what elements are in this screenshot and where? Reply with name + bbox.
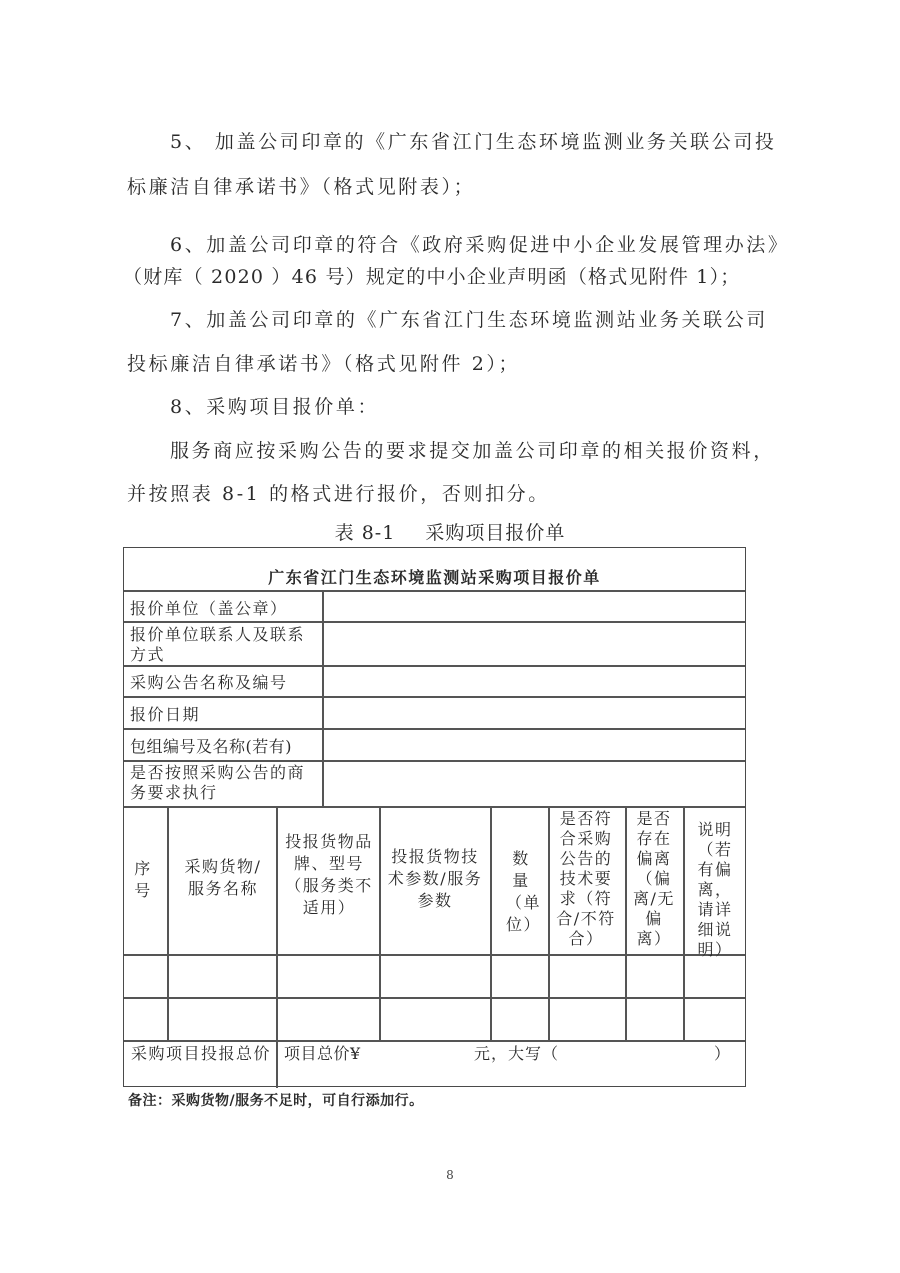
paragraph-7-line2: 投标廉洁自律承诺书》（格式见附件 2）；: [127, 353, 521, 375]
info-value-quoting-unit[interactable]: [328, 599, 738, 619]
info-label-quoting-unit: 报价单位（盖公章）: [130, 599, 288, 618]
row-2-deviation[interactable]: [628, 999, 682, 1039]
divider: [276, 806, 278, 1088]
row-1-compliance[interactable]: [550, 956, 624, 996]
paragraph-9-line1: 服务商应按采购公告的要求提交加盖公司印章的相关报价资料，: [170, 440, 775, 462]
col-header-remarks: 说明（若有偏离，请详细说明）: [697, 820, 733, 959]
total-price-close: ）: [714, 1044, 732, 1063]
col-header-brand-model: 投报货物品牌、型号（服务类不适用）: [285, 832, 373, 917]
col-header-compliance: 是否符合采购公告的技术要求（符合/不符合）: [556, 809, 616, 948]
row-2-quantity[interactable]: [492, 999, 546, 1039]
row-2-tech-params[interactable]: [382, 999, 488, 1039]
divider: [683, 806, 685, 1040]
info-label-announcement: 采购公告名称及编号: [130, 673, 288, 692]
info-value-contact[interactable]: [328, 633, 738, 653]
table-caption-title: 采购项目报价单: [425, 522, 566, 544]
table-caption-number: 表 8-1: [334, 522, 396, 544]
paragraph-5-line1: 5、 加盖公司印章的《广东省江门生态环境监测业务关联公司投: [170, 131, 777, 153]
divider: [625, 806, 627, 1040]
row-1-remarks[interactable]: [686, 956, 744, 996]
row-1-deviation[interactable]: [628, 956, 682, 996]
divider: [124, 760, 745, 762]
row-1-index[interactable]: [126, 956, 166, 996]
table-title: 广东省江门生态环境监测站采购项目报价单: [268, 568, 601, 587]
info-value-quote-date[interactable]: [328, 705, 738, 725]
quotation-table: [123, 547, 746, 1087]
total-price-label: 采购项目投报总价: [130, 1044, 271, 1063]
paragraph-8: 8、采购项目报价单：: [170, 396, 380, 418]
paragraph-5-line2: 标廉洁自律承诺书》（格式见附表）；: [127, 176, 476, 198]
info-value-announcement[interactable]: [328, 673, 738, 693]
divider: [124, 806, 745, 808]
info-label-quote-date: 报价日期: [130, 705, 201, 724]
info-label-contact: 报价单位联系人及联系方式: [130, 625, 306, 664]
paragraph-9-line2: 并按照表 8-1 的格式进行报价，否则扣分。: [127, 483, 550, 505]
col-header-deviation: 是否存在偏离（偏离/无偏离）: [633, 809, 675, 948]
divider: [124, 590, 745, 592]
info-label-business-req: 是否按照采购公告的商务要求执行: [130, 763, 306, 802]
divider: [124, 621, 745, 623]
table-note: 备注：采购货物/服务不足时，可自行添加行。: [128, 1093, 424, 1109]
row-2-item-name[interactable]: [170, 999, 275, 1039]
divider: [322, 590, 324, 806]
paragraph-6-line1: 6、加盖公司印章的符合《政府采购促进中小企业发展管理办法》: [170, 234, 790, 256]
divider: [124, 696, 745, 698]
row-2-remarks[interactable]: [686, 999, 744, 1039]
paragraph-6-line2: （财库（ 2020 ）46 号）规定的中小企业声明函（格式见附件 1）；: [123, 266, 741, 288]
info-value-package[interactable]: [328, 737, 738, 757]
divider: [167, 806, 169, 1040]
divider: [124, 665, 745, 667]
col-header-index: 序号: [134, 859, 152, 900]
divider: [124, 1040, 745, 1042]
row-1-item-name[interactable]: [170, 956, 275, 996]
divider: [124, 728, 745, 730]
col-header-item-name: 采购货物/服务名称: [184, 857, 262, 898]
total-price-in-words-input[interactable]: [564, 1044, 704, 1064]
row-2-compliance[interactable]: [550, 999, 624, 1039]
info-label-package: 包组编号及名称(若有): [130, 737, 292, 756]
paragraph-7-line1: 7、加盖公司印章的《广东省江门生态环境监测站业务关联公司: [170, 309, 768, 331]
total-price-unit: 元，大写（: [474, 1044, 560, 1063]
divider: [379, 806, 381, 1040]
col-header-quantity: 数量（单位）: [506, 849, 542, 934]
total-price-amount-input[interactable]: [372, 1044, 472, 1064]
row-1-quantity[interactable]: [492, 956, 546, 996]
page-number: 8: [446, 1168, 454, 1182]
col-header-tech-params: 投报货物技术参数/服务参数: [387, 847, 483, 910]
row-1-brand-model[interactable]: [280, 956, 378, 996]
info-value-business-req[interactable]: [328, 773, 738, 793]
row-2-brand-model[interactable]: [280, 999, 378, 1039]
total-price-prefix: 项目总价¥: [284, 1044, 361, 1063]
table-caption: [0, 518, 900, 545]
row-2-index[interactable]: [126, 999, 166, 1039]
row-1-tech-params[interactable]: [382, 956, 488, 996]
